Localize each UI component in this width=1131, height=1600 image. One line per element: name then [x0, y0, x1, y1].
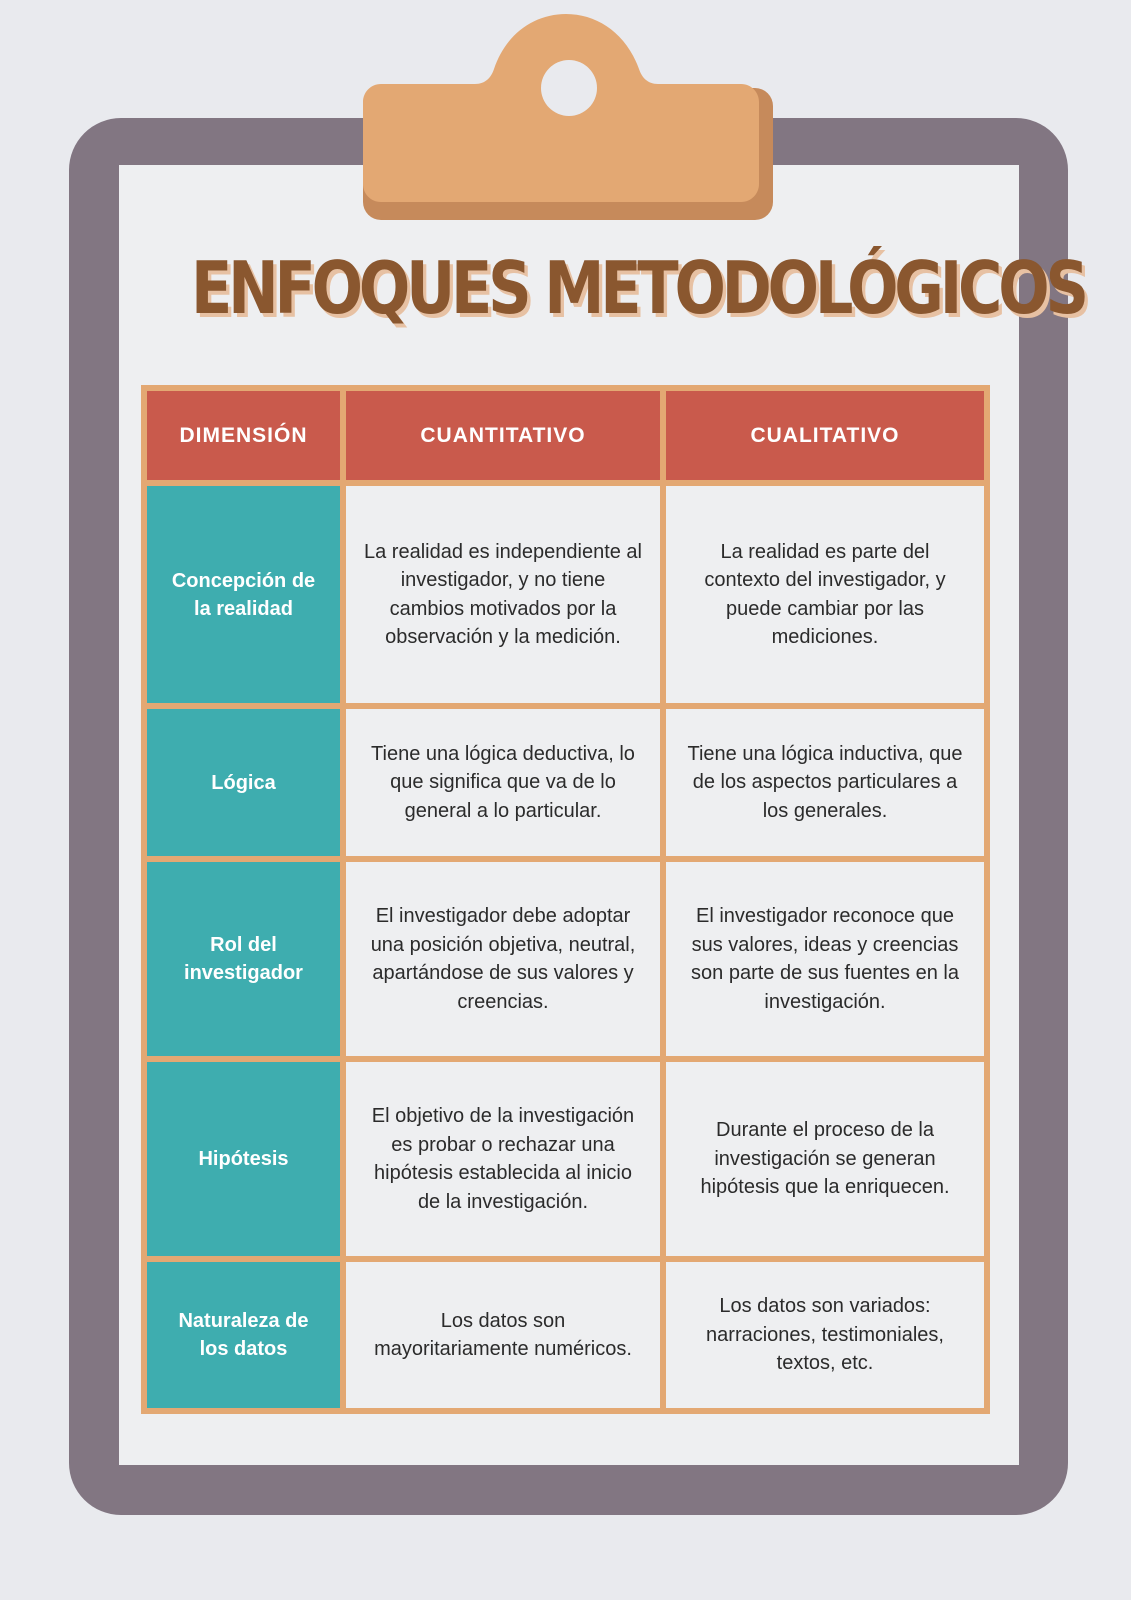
row-cuantitativo-text: El investigador debe adoptar una posición objetiva, neutral, apartándose de sus valores y creencias. [346, 862, 660, 1056]
header-cuantitativo: CUANTITATIVO [346, 391, 660, 480]
header-dimension: DIMENSIÓN [147, 391, 340, 480]
row-cualitativo-text: Durante el proceso de la investigación se generan hipótesis que la enriquecen. [666, 1062, 984, 1256]
page-title: ENFOQUES METODOLÓGICOS [191, 246, 1085, 330]
row-cuantitativo-text: Los datos son mayoritariamente numéricos. [346, 1262, 660, 1408]
row-dimension-label: Hipótesis [147, 1062, 340, 1256]
row-cualitativo-text: Los datos son variados: narraciones, testimoniales, textos, etc. [666, 1262, 984, 1408]
row-cuantitativo-text: Tiene una lógica deductiva, lo que significa que va de lo general a lo particular. [346, 709, 660, 856]
row-cualitativo-text: Tiene una lógica inductiva, que de los aspectos particulares a los generales. [666, 709, 984, 856]
header-cualitativo: CUALITATIVO [666, 391, 984, 480]
row-dimension-label: Concepción de la realidad [147, 486, 340, 703]
clipboard-clip-icon [363, 14, 773, 220]
row-dimension-label: Rol del investigador [147, 862, 340, 1056]
row-cuantitativo-text: El objetivo de la investigación es probar o rechazar una hipótesis establecida al inicio de la investigación. [346, 1062, 660, 1256]
row-cualitativo-text: La realidad es parte del contexto del investigador, y puede cambiar por las mediciones. [666, 486, 984, 703]
row-dimension-label: Naturaleza de los datos [147, 1262, 340, 1408]
row-cualitativo-text: El investigador reconoce que sus valores, ideas y creencias son parte de sus fuentes en la investigación. [666, 862, 984, 1056]
row-dimension-label: Lógica [147, 709, 340, 856]
comparison-table [141, 385, 990, 1414]
row-cuantitativo-text: La realidad es independiente al investigador, y no tiene cambios motivados por la observación y la medición. [346, 486, 660, 703]
